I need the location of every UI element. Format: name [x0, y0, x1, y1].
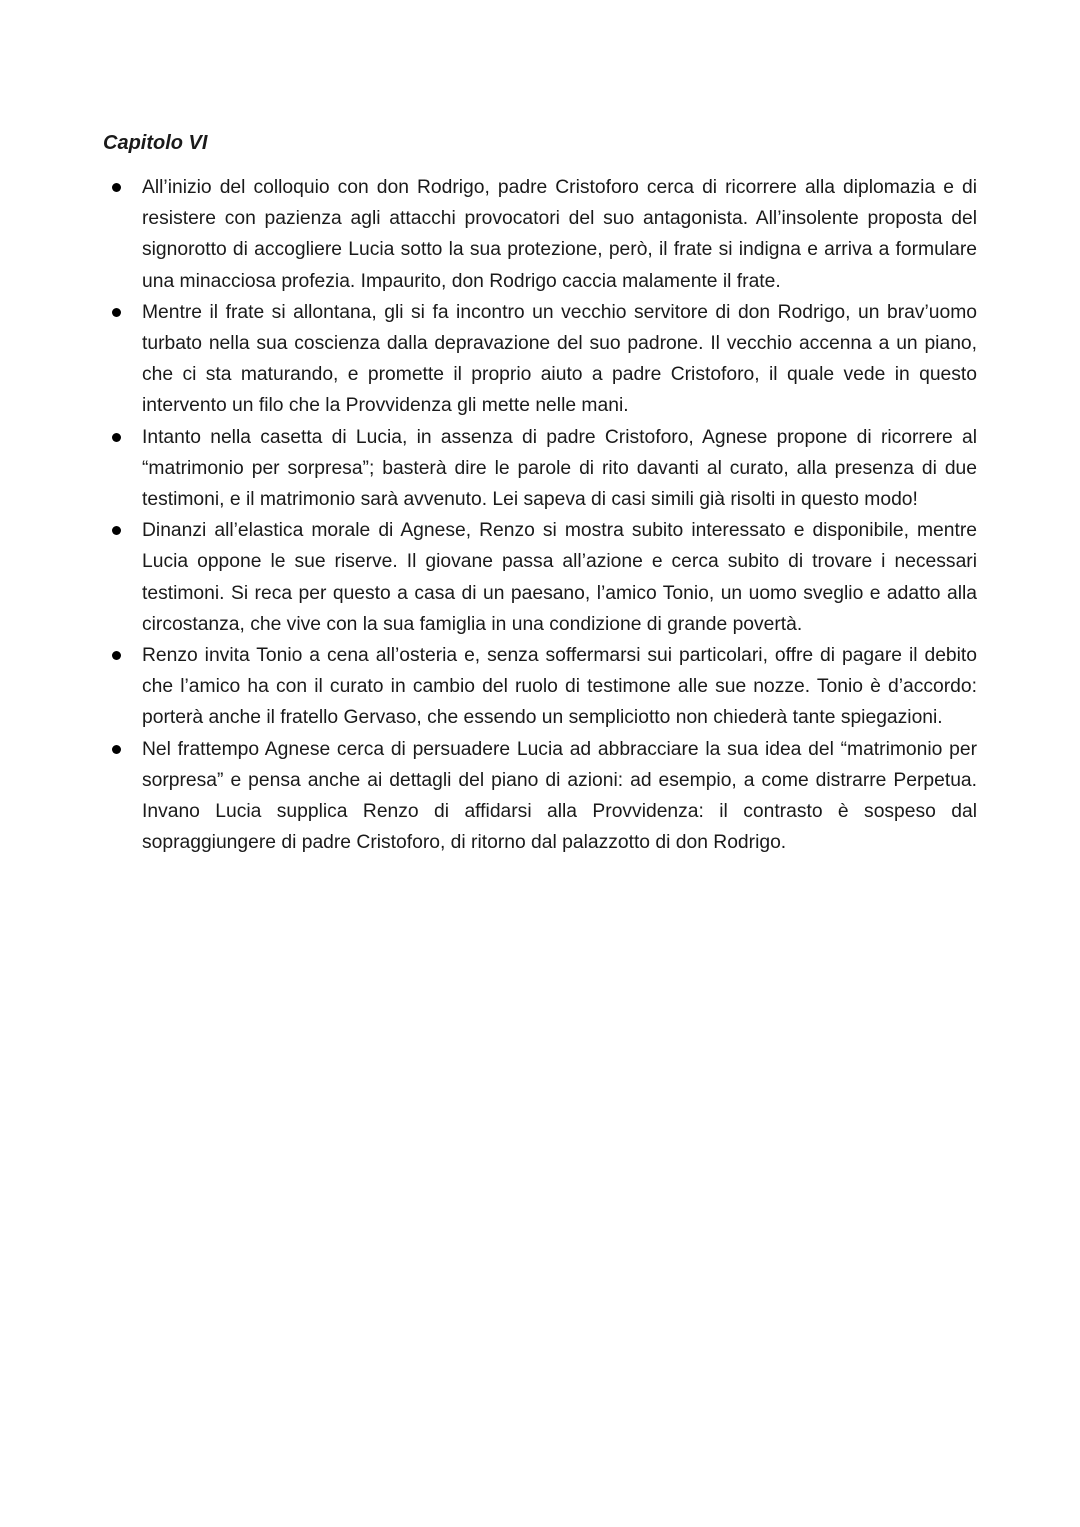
bullet-item [103, 172, 977, 297]
bullet-text: Mentre il frate si allontana, gli si fa incontro un vecchio servitore di don Rodrigo, un brav’uomo turbato nella sua coscienza dalla depravazione del suo padrone. Il vecchio accenna a un piano, che ci sta maturando, e promette il proprio aiuto a padre Cristoforo, il quale vede in questo intervento un filo che la Provvidenza gli mette nelle mani. [142, 301, 977, 417]
bullet-text: All’inizio del colloquio con don Rodrigo, padre Cristoforo cerca di ricorrere alla diplomazia e di resistere con pazienza agli attacchi provocatori del suo antagonista. All’insolente proposta del signorotto di accogliere Lucia sotto la sua protezione, però, il frate si indigna e arriva a formulare una minacciosa profezia. Impaurito, don Rodrigo caccia malamente il frate. [142, 177, 977, 292]
bullet-text: Dinanzi all’elastica morale di Agnese, Renzo si mostra subito interessato e disponibile, mentre Lucia oppone le sue riserve. Il giovane passa all’azione e cerca subito di trovare i necessari testimoni. Si reca per questo a casa di un paesano, l’amico Tonio, un uomo sveglio e adatto alla circostanza, che vive con la sua famiglia in una condizione di grande povertà. [142, 520, 977, 635]
bullet-item [103, 422, 977, 516]
bullet-item [103, 640, 977, 734]
bullet-item [103, 297, 977, 422]
summary-bullet-list [103, 172, 977, 858]
bullet-dot-icon [112, 183, 121, 192]
bullet-text: Nel frattempo Agnese cerca di persuadere Lucia ad abbracciare la sua idea del “matrimonio per sorpresa” e pensa anche ai dettagli del piano di azioni: ad esempio, a come distrarre Perpetua. Invano Lucia supplica Renzo di affidarsi alla Provvidenza: il contrasto è sospeso dal sopraggiungere di padre Cristoforo, di ritorno dal palazzotto di don Rodrigo. [142, 738, 977, 854]
bullet-dot-icon [112, 526, 121, 535]
chapter-title: Capitolo VI [103, 132, 208, 154]
page-content [103, 128, 977, 858]
bullet-item [103, 515, 977, 640]
bullet-text: Renzo invita Tonio a cena all’osteria e, senza soffermarsi sui particolari, offre di pagare il debito che l’amico ha con il curato in cambio del ruolo di testimone alle sue nozze. Tonio è d’accordo: porterà anche il fratello Gervaso, che essendo un sempliciotto non chiederà tante spiegazioni. [142, 645, 977, 729]
bullet-dot-icon [112, 308, 121, 317]
bullet-dot-icon [112, 745, 121, 754]
bullet-text: Intanto nella casetta di Lucia, in assenza di padre Cristoforo, Agnese propone di ricorrere al “matrimonio per sorpresa”; basterà dire le parole di rito davanti al curato, alla presenza di due testimoni, e il matrimonio sarà avvenuto. Lei sapeva di casi simili già risolti in questo modo! [142, 426, 977, 511]
bullet-dot-icon [112, 651, 121, 660]
bullet-item [103, 734, 977, 859]
bullet-dot-icon [112, 433, 121, 442]
